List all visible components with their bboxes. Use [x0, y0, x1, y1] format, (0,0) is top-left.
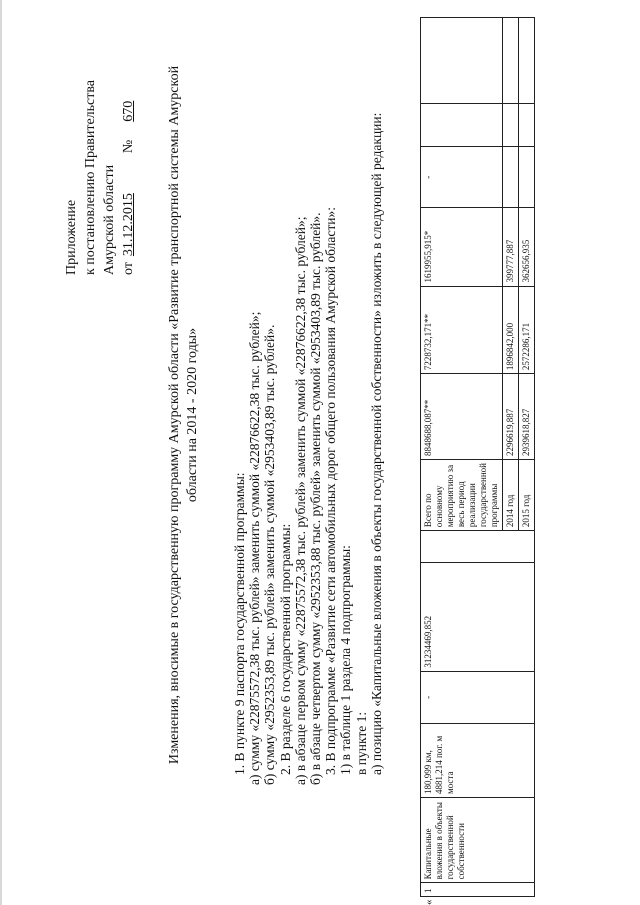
document-heading: [166, 65, 202, 765]
number-sign: №: [121, 139, 136, 154]
body-line: а) позицию «Капитальные вложения в объекты государственной собственности» изложить в следующей редакции:: [368, 112, 384, 775]
body-line: а) сумму «22875572,38 тыс. рублей» заменить суммой «22876622,38 тыс. рублей»;: [247, 311, 263, 785]
table-row: [421, 18, 503, 897]
open-quote: «: [423, 899, 435, 905]
body-line: 1. В пункте 9 паспорта государственной программы:: [232, 472, 247, 775]
total-sum-cell: 31234469,852: [421, 562, 535, 671]
empty-cell: [503, 18, 519, 104]
heading-line2: области на 2014 - 2020 годы»: [185, 327, 200, 503]
date-prefix: от: [121, 262, 136, 275]
document-body: [232, 55, 384, 845]
body-line: в пункте 1:: [353, 711, 369, 775]
value-cell: 8848688,087**: [421, 374, 503, 460]
value-cell: 1619955,915*: [421, 208, 503, 286]
category-cell: Капитальные вложения в объекты государственной собственности: [421, 797, 535, 882]
measure-cell: 180,999 км, 4881,214 пог. м моста: [421, 724, 535, 798]
dash-cell: -: [421, 147, 503, 208]
value-cell: 7228732,171**: [421, 286, 503, 374]
empty-cell: [421, 531, 535, 563]
body-line: 3. В подпрограмме «Развитие сети автомобильных дорог общего пользования Амурской области»:: [323, 207, 339, 775]
appendix-title: Приложение: [64, 199, 79, 275]
body-line: б) сумму «2952353,89 тыс. рублей» заменить суммой «2953403,89 тыс. рублей».: [262, 324, 278, 785]
appendix-line1: к постановлению Правительства: [83, 79, 98, 275]
empty-cell: [421, 103, 503, 146]
appendix-number: 670: [121, 100, 136, 122]
value-cell: 2939618,827: [519, 374, 535, 460]
appendix-date-row: [119, 25, 138, 275]
appendix-date: 31.12.2015: [121, 193, 136, 257]
empty-cell: [421, 18, 503, 104]
period-label: 2015 год: [519, 460, 535, 531]
empty-cell: [519, 18, 535, 104]
body-line: 1) в таблице 1 раздела 4 подпрограммы:: [338, 545, 354, 775]
empty-cell: [503, 147, 519, 208]
appendix-block: [62, 25, 138, 275]
empty-cell: [503, 103, 519, 146]
value-cell: 362656,935: [519, 208, 535, 286]
value-cell: 399777,887: [503, 208, 519, 286]
body-line: а) в абзаце первом сумму «22875572,38 тыс. рублей» заменить суммой «22876622,38 тыс. рублей»;: [292, 216, 308, 785]
dash-cell: -: [421, 671, 535, 723]
empty-cell: [519, 103, 535, 146]
capital-investment-table: [420, 17, 535, 897]
value-cell: 2296619,887: [503, 374, 519, 460]
empty-cell: [519, 147, 535, 208]
body-line: 2. В разделе 6 государственной программы:: [277, 523, 293, 775]
body-line: б) в абзаце четвертом сумму «2952353,88 тыс. рублей» заменить суммой «2953403,89 тыс. рублей».: [308, 212, 324, 785]
heading-line1: Изменения, вносимые в государственную программу Амурской области «Развитие транспортной системы Амурской: [167, 65, 182, 765]
appendix-line2: Амурской области: [102, 164, 117, 275]
period-label: Всего по основному мероприятию за весь период реализации государственной программы: [421, 460, 503, 531]
row-number: 1: [421, 883, 535, 897]
period-label: 2014 год: [503, 460, 519, 531]
value-cell: 2572286,171: [519, 286, 535, 374]
value-cell: 1896842,000: [503, 286, 519, 374]
